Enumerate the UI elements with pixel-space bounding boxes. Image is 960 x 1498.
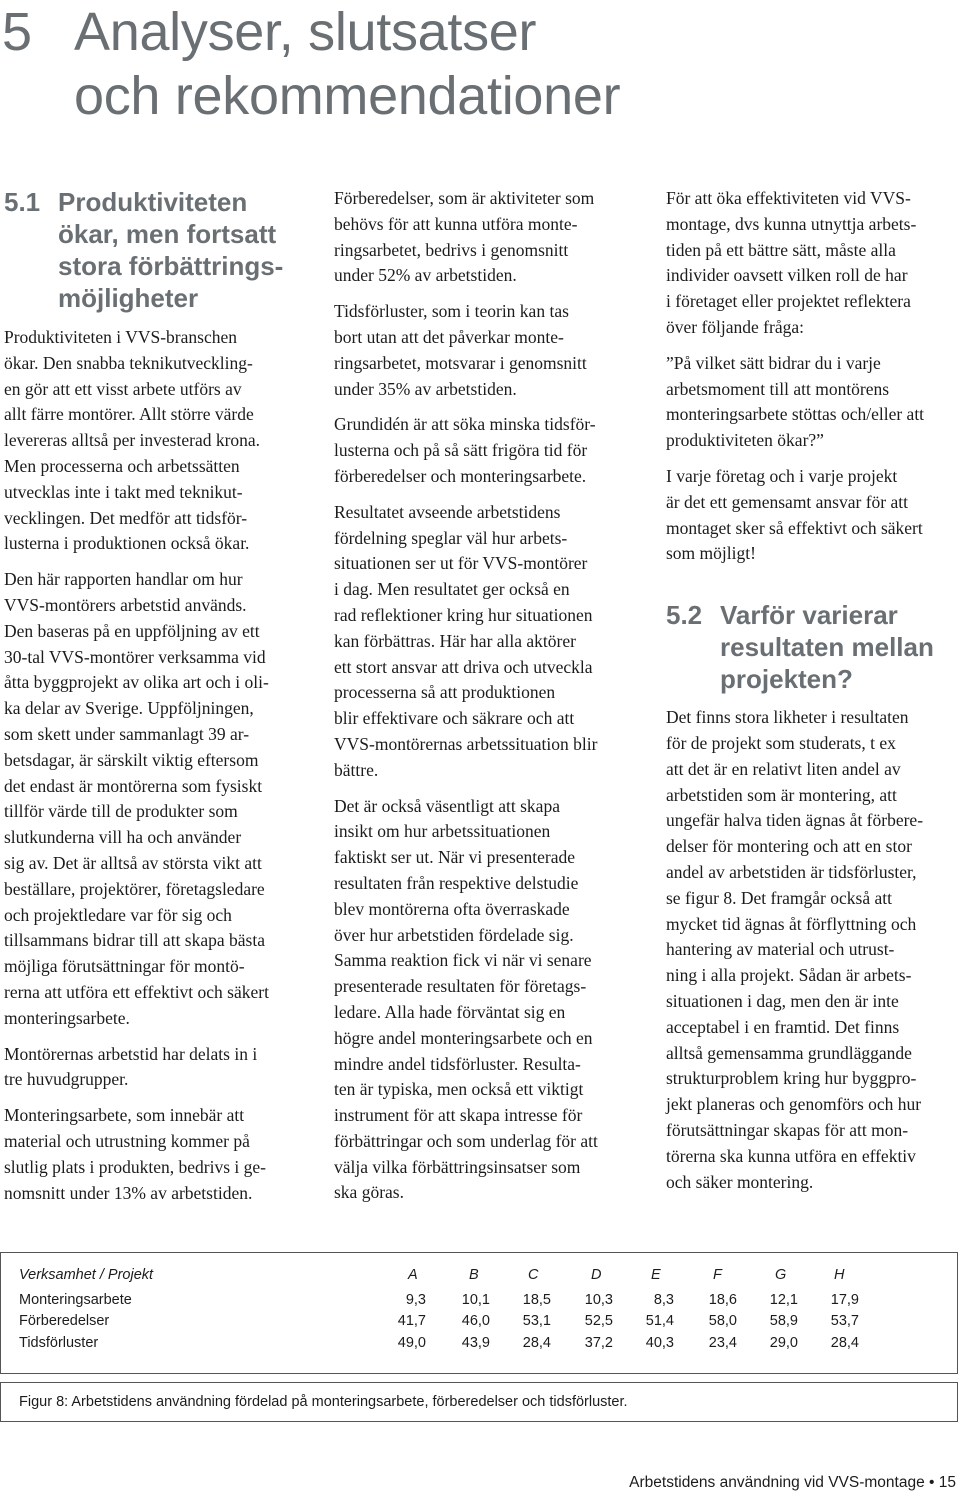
text-line: tillför värde till de produkter som bbox=[4, 801, 238, 822]
row-label: Tidsförluster bbox=[19, 1335, 99, 1351]
text-line: som skett under sammanlagt 39 ar- bbox=[4, 723, 250, 744]
text-line: jekt planeras och genomförs och hur bbox=[666, 1094, 922, 1115]
column-3-text-bottom bbox=[666, 705, 958, 1195]
table-cell: 40,3 bbox=[645, 1335, 674, 1351]
table-cell: 41,7 bbox=[397, 1313, 426, 1329]
section-heading-5-1 bbox=[4, 186, 304, 314]
text-line: och säker montering. bbox=[666, 1171, 814, 1192]
text-line: mindre andel tidsförluster. Resulta- bbox=[334, 1053, 581, 1074]
table-cell: 10,3 bbox=[584, 1292, 613, 1308]
table-cell: 9,3 bbox=[405, 1292, 426, 1308]
chapter-title-line: och rekommendationer bbox=[74, 66, 621, 126]
paragraph bbox=[4, 1103, 304, 1206]
text-line: under 52% av arbetstiden. bbox=[334, 265, 517, 286]
text-line: sig av. Det är alltså av största vikt att bbox=[4, 852, 262, 873]
text-line: åtta byggprojekt av olika art och i oli- bbox=[4, 672, 269, 693]
text-line: törerna ska kunna utföra en effektiv bbox=[666, 1145, 916, 1166]
text-line: ska göras. bbox=[334, 1182, 404, 1203]
text-line: rad reflektioner kring hur situationen bbox=[334, 604, 593, 625]
text-line: blir effektivare och säkrare och att bbox=[334, 708, 575, 729]
text-line: fördelning speglar väl hur arbets- bbox=[334, 527, 568, 548]
table-cell: 12,1 bbox=[769, 1292, 798, 1308]
text-line: arbetsmoment till att montörens bbox=[666, 378, 890, 399]
text-line: lusterna i produktionen också ökar. bbox=[4, 533, 250, 554]
row-label: Förberedelser bbox=[19, 1313, 110, 1329]
paragraph bbox=[666, 464, 958, 567]
text-line: instrument för att skapa intresse för bbox=[334, 1105, 583, 1126]
text-line: ungefär halva tiden ägnas åt förbere- bbox=[666, 810, 924, 831]
section-title-line: stora förbättrings- bbox=[58, 251, 284, 281]
text-line: utvecklas inte i takt med teknikut- bbox=[4, 481, 243, 502]
paragraph bbox=[4, 325, 304, 557]
text-line: Tidsförluster, som i teorin kan tas bbox=[334, 301, 569, 322]
column-header: B bbox=[469, 1267, 479, 1283]
text-line: arbetstiden som är montering, att bbox=[666, 784, 897, 805]
table-header-label: Verksamhet / Projekt bbox=[19, 1267, 154, 1283]
text-line: och projektledare var för sig och bbox=[4, 904, 232, 925]
text-line: tiden på ett bättre sätt, måste alla bbox=[666, 239, 896, 260]
text-line: lusterna och på så sätt frigöra tid för bbox=[334, 440, 588, 461]
column-3 bbox=[666, 186, 958, 1205]
figure-8-table bbox=[0, 1252, 958, 1374]
table-cell: 52,5 bbox=[584, 1313, 613, 1329]
text-line: monteringsarbete. bbox=[4, 1007, 130, 1028]
section-title-line: ökar, men fortsatt bbox=[58, 219, 277, 249]
text-line: Resultatet avseende arbetstidens bbox=[334, 501, 561, 522]
paragraph bbox=[334, 500, 634, 784]
text-line: högre andel monteringsarbete och en bbox=[334, 1027, 593, 1048]
text-line: processerna så att produktionen bbox=[334, 682, 556, 703]
text-line: det endast är montörerna som fysiskt bbox=[4, 775, 263, 796]
text-line: bättre. bbox=[334, 759, 379, 780]
text-line: vecklingen. Det medför att tidsför- bbox=[4, 507, 248, 528]
column-header: H bbox=[834, 1267, 845, 1283]
text-line: faktiskt ser ut. När vi presenterade bbox=[334, 847, 576, 868]
text-line: Det finns stora likheter i resultaten bbox=[666, 707, 909, 728]
section-title-line: projekten? bbox=[720, 664, 853, 695]
text-line: över följande fråga: bbox=[666, 316, 804, 337]
paragraph bbox=[334, 186, 634, 289]
table-cell: 28,4 bbox=[830, 1335, 859, 1351]
row-label: Monteringsarbete bbox=[19, 1292, 132, 1308]
text-line: som möjligt! bbox=[666, 543, 756, 564]
text-line: situationen ser ut för VVS-montörer bbox=[334, 553, 588, 574]
text-line: är det ett gemensamt ansvar för att bbox=[666, 491, 908, 512]
text-line: 30-tal VVS-montörer verksamma vid bbox=[4, 646, 266, 667]
text-line: rerna att utföra ett effektivt och säkert bbox=[4, 981, 269, 1002]
text-line: förberedelser och monteringsarbete. bbox=[334, 465, 587, 486]
text-line: acceptabel i en framtid. Det finns bbox=[666, 1016, 900, 1037]
table-cell: 46,0 bbox=[461, 1313, 490, 1329]
text-line: ökar. Den snabba teknikutveckling- bbox=[4, 352, 253, 373]
text-line: möjliga förutsättningar för montö- bbox=[4, 956, 245, 977]
paragraph bbox=[4, 1042, 304, 1094]
text-line: beställare, projektörer, företagsledare bbox=[4, 878, 265, 899]
text-line: montage, dvs kunna utnyttja arbets- bbox=[666, 213, 917, 234]
text-line: I varje företag och i varje projekt bbox=[666, 465, 898, 486]
text-line: delser för montering och att en stor bbox=[666, 836, 912, 857]
paragraph bbox=[334, 794, 634, 1207]
column-header: D bbox=[591, 1267, 602, 1283]
table-cell: 53,7 bbox=[830, 1313, 859, 1329]
text-line: För att öka effektiviteten vid VVS- bbox=[666, 188, 911, 208]
text-line: bort utan att det påverkar monte- bbox=[334, 326, 564, 347]
figure-caption: Figur 8: Arbetstidens användning fördelad på monteringsarbete, förberedelser och tidsförluster. bbox=[0, 1382, 958, 1422]
table-cell: 8,3 bbox=[653, 1292, 674, 1308]
text-line: situationen i dag, men den är inte bbox=[666, 990, 899, 1011]
text-line: över hur arbetstiden fördelade sig. bbox=[334, 924, 574, 945]
table-cell: 18,6 bbox=[708, 1292, 737, 1308]
text-line: tre huvudgrupper. bbox=[4, 1069, 129, 1090]
text-line: mycket tid ägnas åt förflyttning och bbox=[666, 913, 917, 934]
text-line: ledare. Alla hade förväntat sig en bbox=[334, 1001, 566, 1022]
text-line: Grundidén är att söka minska tidsför- bbox=[334, 414, 596, 435]
table-cell: 58,9 bbox=[769, 1313, 798, 1329]
text-line: i företaget eller projektet reflektera bbox=[666, 291, 911, 312]
table-cell: 23,4 bbox=[708, 1335, 737, 1351]
table-cell: 53,1 bbox=[522, 1313, 551, 1329]
table-cell: 43,9 bbox=[461, 1335, 490, 1351]
text-line: betsdagar, är särskilt viktig eftersom bbox=[4, 749, 259, 770]
text-line: ning i alla projekt. Sådan är arbets- bbox=[666, 965, 912, 986]
text-line: andel av arbetstiden är tidsförluster, bbox=[666, 861, 917, 882]
paragraph bbox=[666, 705, 958, 1195]
text-line: i dag. Men resultatet ger också en bbox=[334, 579, 570, 600]
paragraph bbox=[666, 186, 958, 341]
text-line: allt färre montörer. Allt större värde bbox=[4, 404, 254, 425]
text-line: slutkunderna vill ha och använder bbox=[4, 827, 242, 848]
text-line: ringsarbetet, bedrivs i genomsnitt bbox=[334, 239, 569, 260]
section-number: 5.1 bbox=[4, 187, 41, 217]
text-line: Samma reaktion fick vi när vi senare bbox=[334, 950, 592, 971]
text-line: Det är också väsentligt att skapa bbox=[334, 795, 560, 816]
paragraph bbox=[4, 567, 304, 1031]
text-line: att det är en relativt liten andel av bbox=[666, 758, 901, 779]
text-line: för de projekt som studerats, t ex bbox=[666, 732, 896, 753]
column-1-text bbox=[4, 325, 304, 1206]
text-line: produktiviteten ökar?” bbox=[666, 430, 824, 451]
text-line: strukturproblem kring hur byggpro- bbox=[666, 1068, 917, 1089]
chapter-number: 5 bbox=[2, 2, 32, 62]
text-line: Den här rapporten handlar om hur bbox=[4, 569, 243, 590]
page-number: 15 bbox=[938, 1474, 956, 1491]
text-line: slutlig plats i produkten, bedrivs i ge- bbox=[4, 1156, 266, 1177]
section-heading-5-2 bbox=[666, 599, 958, 695]
text-line: VVS-montörers arbetstid används. bbox=[4, 594, 247, 615]
text-line: VVS-montörernas arbetssituation blir bbox=[334, 733, 598, 754]
text-line: behövs för att kunna utföra monte- bbox=[334, 213, 578, 234]
table-cell: 10,1 bbox=[461, 1292, 490, 1308]
chapter-title bbox=[2, 0, 620, 128]
page-footer bbox=[629, 1474, 956, 1492]
column-header: F bbox=[713, 1267, 722, 1283]
section-title-line: möjligheter bbox=[58, 283, 199, 313]
text-line: Monteringsarbete, som innebär att bbox=[4, 1105, 245, 1126]
text-line: ”På vilket sätt bidrar du i varje bbox=[666, 352, 881, 373]
text-line: Den baseras på en uppföljning av ett bbox=[4, 620, 260, 641]
quote-paragraph bbox=[666, 351, 958, 454]
table-cell: 58,0 bbox=[708, 1313, 737, 1329]
section-title-line: resultaten mellan bbox=[720, 632, 934, 663]
section-title-line: Varför varierar bbox=[720, 600, 898, 631]
text-line: nomsnitt under 13% av arbetstiden. bbox=[4, 1182, 253, 1203]
text-line: montaget sker så effektivt och säkert bbox=[666, 517, 923, 538]
table-cell: 29,0 bbox=[769, 1335, 798, 1351]
column-header: G bbox=[775, 1267, 787, 1283]
section-title-line: Produktiviteten bbox=[58, 187, 248, 217]
text-line: förbättringar och som underlag för att bbox=[334, 1130, 598, 1151]
footer-title: Arbetstidens användning vid VVS-montage bbox=[629, 1474, 925, 1491]
text-line: Förberedelser, som är aktiviteter som bbox=[334, 188, 595, 208]
table-cell: 28,4 bbox=[522, 1335, 551, 1351]
table-cell: 18,5 bbox=[522, 1292, 551, 1308]
text-line: alltså gemensamma grundläggande bbox=[666, 1042, 912, 1063]
paragraph bbox=[334, 412, 634, 489]
text-line: under 35% av arbetstiden. bbox=[334, 378, 517, 399]
column-1 bbox=[4, 186, 304, 1216]
column-header: E bbox=[651, 1267, 661, 1283]
text-line: levereras alltså per investerad krona. bbox=[4, 430, 261, 451]
column-header: A bbox=[408, 1267, 418, 1283]
text-line: blev montörerna ofta överraskade bbox=[334, 898, 570, 919]
text-line: förutsättningar skapas för att mon- bbox=[666, 1119, 909, 1140]
table-cell: 51,4 bbox=[645, 1313, 674, 1329]
table-cell: 37,2 bbox=[584, 1335, 613, 1351]
text-line: ett stort ansvar att driva och utveckla bbox=[334, 656, 593, 677]
text-line: en gör att ett visst arbete utförs av bbox=[4, 378, 242, 399]
text-line: material och utrustning kommer på bbox=[4, 1130, 250, 1151]
text-line: ten är typiska, men också ett viktigt bbox=[334, 1079, 584, 1100]
text-line: monteringsarbete stöttas och/eller att bbox=[666, 404, 925, 425]
section-number: 5.2 bbox=[666, 600, 703, 631]
column-header: C bbox=[528, 1267, 539, 1283]
text-line: se figur 8. Det framgår också att bbox=[666, 887, 892, 908]
chapter-title-line: Analyser, slutsatser bbox=[74, 2, 537, 62]
text-line: tillsammans bidrar till att skapa bästa bbox=[4, 930, 265, 951]
table-cell: 17,9 bbox=[830, 1292, 859, 1308]
text-line: Montörernas arbetstid har delats in i bbox=[4, 1043, 258, 1064]
text-line: hantering av material och utrust- bbox=[666, 939, 895, 960]
text-line: insikt om hur arbetssituationen bbox=[334, 821, 551, 842]
text-line: välja vilka förbättringsinsatser som bbox=[334, 1156, 581, 1177]
text-line: kan förbättras. Här har alla aktörer bbox=[334, 630, 576, 651]
footer-separator: • bbox=[929, 1474, 935, 1491]
column-3-text-top bbox=[666, 186, 958, 567]
text-line: individer oavsett vilken roll de har bbox=[666, 265, 908, 286]
text-line: Produktiviteten i VVS-branschen bbox=[4, 327, 237, 347]
text-line: ka delar av Sverige. Uppföljningen, bbox=[4, 698, 254, 719]
column-2 bbox=[334, 186, 634, 1216]
paragraph bbox=[334, 299, 634, 402]
text-line: resultaten från respektive delstudie bbox=[334, 872, 579, 893]
text-line: Men processerna och arbetssätten bbox=[4, 455, 240, 476]
text-line: ringsarbetet, motsvarar i genomsnitt bbox=[334, 352, 587, 373]
text-line: presenterade resultaten för företags- bbox=[334, 976, 587, 997]
table-cell: 49,0 bbox=[397, 1335, 426, 1351]
